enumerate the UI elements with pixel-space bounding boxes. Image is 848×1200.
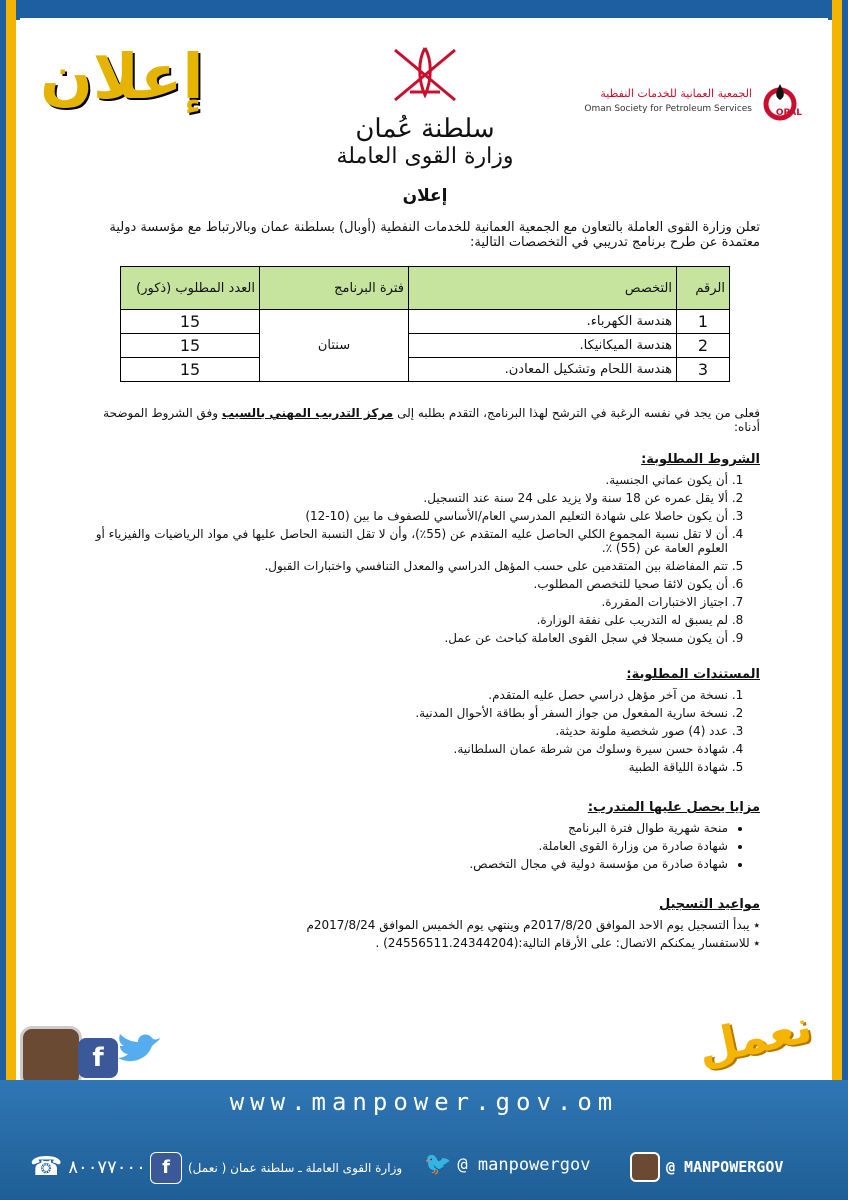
table-row — [121, 334, 730, 358]
right-yellow-border — [832, 0, 842, 1200]
intro-line-2: معتمدة عن طرح برنامج تدريبي في التخصصات التالية: — [470, 235, 760, 250]
benefits-list — [90, 821, 760, 871]
row-spec: هندسة اللحام وتشكيل المعادن. — [409, 358, 677, 382]
instagram-footer-icon — [630, 1152, 660, 1182]
right-blue-border — [842, 0, 848, 1200]
list-item: 7. اجتياز الاختبارات المقررة. — [90, 595, 728, 609]
list-item: 5. شهادة اللياقة الطبية — [90, 760, 728, 774]
namal-word: نعمل — [692, 998, 817, 1076]
facebook-footer-icon: f — [150, 1152, 182, 1184]
left-yellow-border — [6, 0, 16, 1200]
table-header-count: العدد المطلوب (ذكور) — [121, 267, 260, 310]
instagram-icon — [20, 1026, 82, 1088]
list-item: 6. أن يكون لائقا صحيا للتخصص المطلوب. — [90, 577, 728, 591]
apply-text-b: وفق الشروط الموضحة أدناه: — [103, 406, 760, 434]
list-item: • شهادة صادرة من مؤسسة دولية في مجال التخصص. — [90, 857, 728, 871]
list-item: • منحة شهرية طوال فترة البرنامج — [90, 821, 728, 835]
twitter-handle: @ manpowergov — [457, 1154, 591, 1175]
table-header-num: الرقم — [677, 267, 730, 310]
namal-brand-graphic — [692, 990, 818, 1080]
documents-title: المستندات المطلوبة: — [626, 667, 760, 682]
list-item: • شهادة صادرة من وزارة القوى العاملة. — [90, 839, 728, 853]
row-spec: هندسة الميكانيكا. — [409, 334, 677, 358]
conditions-title: الشروط المطلوبة: — [641, 452, 760, 467]
table-row — [121, 358, 730, 382]
website-url[interactable]: www.manpower.gov.om — [229, 1088, 619, 1116]
row-count: 15 — [121, 358, 260, 382]
oman-khanjar-emblem-icon — [380, 40, 470, 110]
list-item: 2. ألا يقل عمره عن 18 سنة ولا يزيد على 24 سنة عند التسجيل. — [90, 491, 728, 505]
announcement-body — [90, 186, 760, 950]
twitter-bird-icon — [116, 1028, 162, 1068]
list-item: 4. أن لا تقل نسبة المجموع الكلي الحاصل عليه المتقدم عن (55٪)، وأن لا تقل النسبة الحاصل عليها في مواد الرياضيات والفيزياء أو العلوم العامة عن (55) ٪. — [90, 527, 728, 555]
row-count: 15 — [121, 334, 260, 358]
benefits-title: مزايا يحصل عليها المتدرب: — [587, 800, 760, 815]
table-row — [121, 310, 730, 334]
facebook-icon: f — [78, 1038, 118, 1078]
list-item: 3. أن يكون حاصلا على شهادة التعليم المدرسي العام/الأساسي للصفوف ما بين (10-12) — [90, 509, 728, 523]
ministry-name: وزارة القوى العاملة — [336, 144, 514, 169]
apply-center: مركز التدريب المهني بالسيب — [221, 406, 394, 420]
table-header-period: فترة البرنامج — [260, 267, 409, 310]
registration-dates: ٭ يبدأ التسجيل يوم الاحد الموافق 2017/8/20م وينتهي يوم الخميس الموافق 2017/8/24م — [306, 918, 760, 932]
conditions-list — [90, 473, 760, 645]
programs-table — [120, 266, 730, 382]
ministry-emblem-block — [320, 40, 530, 169]
row-num: 3 — [677, 358, 730, 382]
list-item: 9. أن يكون مسجلا في سجل القوى العاملة كباحث عن عمل. — [90, 631, 728, 645]
apply-instruction — [90, 406, 760, 434]
sultanate-name: سلطنة عُمان — [355, 114, 495, 144]
phone-item[interactable] — [30, 1152, 146, 1182]
facebook-item[interactable] — [150, 1152, 402, 1184]
announcement-graphic-word: إعلان — [40, 40, 204, 113]
intro-line-1: تعلن وزارة القوى العاملة بالتعاون مع الجمعية العمانية للخدمات النفطية (أوبال) بسلطنة عمان وبالارتباط مع مؤسسة دولية — [109, 220, 760, 235]
list-item: 1. نسخة من آخر مؤهل دراسي حصل عليه المتقدم. — [90, 688, 728, 702]
apply-text-a: فعلى من يجد في نفسه الرغبة في الترشح لهذا البرنامج، التقدم بطلبه إلى — [393, 406, 760, 420]
instagram-handle: @ MANPOWERGOV — [666, 1158, 784, 1176]
list-item: 8. لم يسبق له التدريب على نفقة الوزارة. — [90, 613, 728, 627]
list-item: 2. نسخة سارية المفعول من جواز السفر أو بطاقة الأحوال المدنية. — [90, 706, 728, 720]
list-item: 1. أن يكون عماني الجنسية. — [90, 473, 728, 487]
announcement-title: إعلان — [402, 186, 448, 206]
documents-list — [90, 688, 760, 774]
registration-title: مواعيد التسجيل — [658, 897, 760, 912]
opal-logo — [562, 78, 802, 122]
instagram-item[interactable] — [630, 1152, 783, 1182]
registration-contact: ٭ للاستفسار يمكنكم الاتصال: على الأرقام التالية:(24556511.24344204) . — [375, 936, 760, 950]
row-period: سنتان — [260, 310, 409, 382]
list-item: 4. شهادة حسن سيرة وسلوك من شرطة عمان السلطانية. — [90, 742, 728, 756]
row-count: 15 — [121, 310, 260, 334]
facebook-label: وزارة القوى العاملة ـ سلطنة عمان ( نعمل) — [188, 1161, 403, 1175]
phone-number: ٨٠٠٧٧٠٠٠ — [68, 1156, 146, 1178]
row-num: 1 — [677, 310, 730, 334]
opal-arabic-name: الجمعية العمانية للخدمات النفطية — [600, 86, 752, 100]
phone-icon: ☎ — [30, 1152, 63, 1182]
opal-brand: OPAL — [775, 108, 802, 118]
top-frame-bar — [0, 0, 848, 20]
twitter-item[interactable] — [424, 1152, 590, 1177]
footer-bar — [0, 1080, 848, 1200]
twitter-footer-icon: 🐦 — [424, 1152, 452, 1177]
row-spec: هندسة الكهرباء. — [409, 310, 677, 334]
row-num: 2 — [677, 334, 730, 358]
list-item: 5. تتم المفاضلة بين المتقدمين على حسب المؤهل الدراسي والمعدل التنافسي واختبارات القبول. — [90, 559, 728, 573]
table-header-spec: التخصص — [409, 267, 677, 310]
opal-english-name: Oman Society for Petroleum Services — [584, 103, 752, 114]
table-header-row — [121, 267, 730, 310]
list-item: 3. عدد (4) صور شخصية ملونة حديثة. — [90, 724, 728, 738]
footer-contact-row — [0, 1152, 848, 1192]
